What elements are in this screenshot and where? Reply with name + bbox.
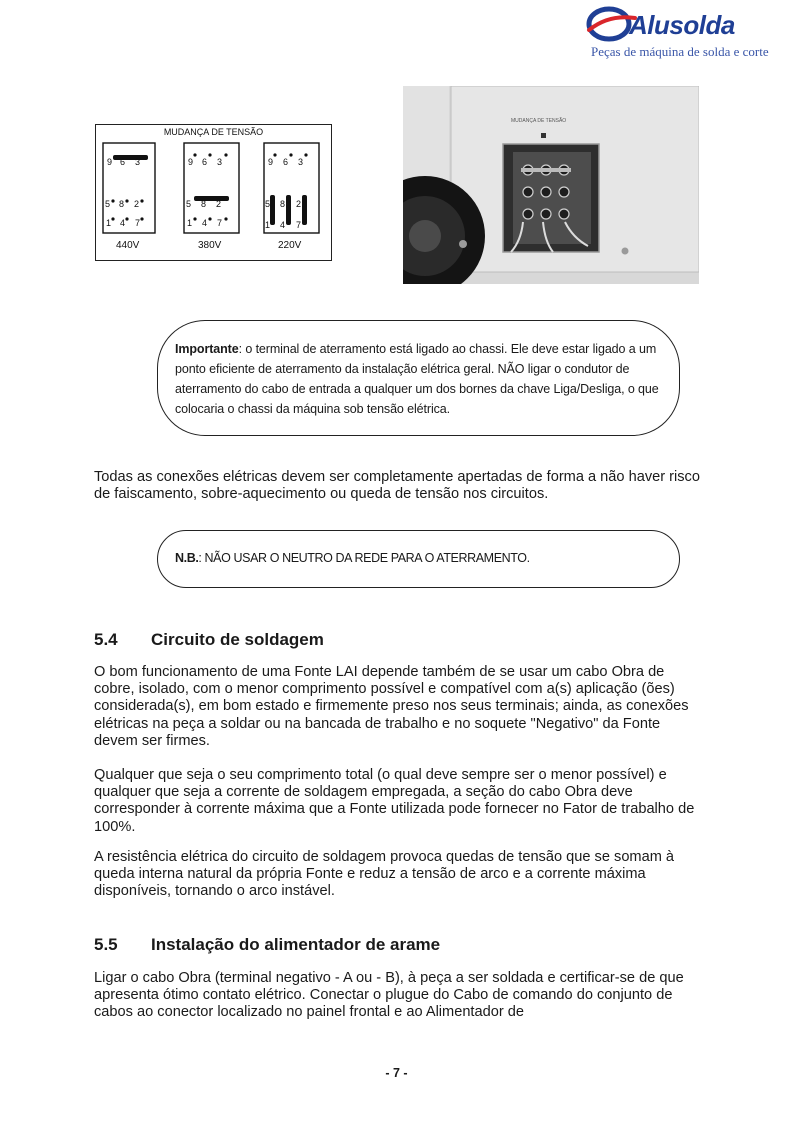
terminal-label: 5 xyxy=(186,199,192,209)
terminal-label: 8 xyxy=(280,199,286,209)
important-label: Importante xyxy=(175,342,239,356)
section-5-4-paragraph-3: A resistência elétrica do circuito de soldagem provoca quedas de tensão que se somam à queda interna natural da própria Fonte e reduz a tensão de arco e a corrente máxima disponíveis, tornando o arco instável. xyxy=(94,849,675,900)
terminal-label: 4 xyxy=(202,218,208,228)
terminal-label: 9 xyxy=(268,157,274,167)
voltage-label-380v: 380V xyxy=(198,240,222,251)
terminal-label: 4 xyxy=(280,220,286,230)
jumper-bar xyxy=(113,155,148,160)
terminal-label: 5 xyxy=(105,199,111,209)
section-heading-5-4 xyxy=(94,630,324,650)
jumper-bar-vertical xyxy=(270,195,275,225)
voltage-label-440v: 440V xyxy=(116,240,140,251)
terminal-label: 2 xyxy=(134,199,140,209)
nb-label: N.B. xyxy=(175,551,199,565)
terminal-label: 1 xyxy=(265,220,271,230)
machine-photo-illustration xyxy=(403,86,699,284)
logo-name: Alusolda xyxy=(629,10,735,40)
terminal-label: 8 xyxy=(119,199,125,209)
section-5-5-paragraph-1: Ligar o cabo Obra (terminal negativo - A ou - B), à peça a ser soldada e certificar-se de que apresenta ótimo contato elétrico. Conectar o plugue do Cabo de comando do conjunto de cabos ao conector localizado no painel frontal e ao Alimentador de xyxy=(94,970,684,1021)
section-title: Circuito de soldagem xyxy=(151,630,324,649)
section-title: Instalação do alimentador de arame xyxy=(151,935,441,954)
terminal-label: 7 xyxy=(135,218,141,228)
terminal-label: 2 xyxy=(296,199,302,209)
terminal-label: 6 xyxy=(120,157,126,167)
jumper-bar xyxy=(194,196,229,201)
important-text-block xyxy=(175,339,662,419)
alusolda-logo xyxy=(585,4,769,64)
voltage-panel-photo xyxy=(403,86,699,284)
photo-caption: MUDANÇA DE TENSÃO xyxy=(511,118,567,124)
section-number: 5.4 xyxy=(94,630,118,649)
terminal-label: 7 xyxy=(296,220,302,230)
terminal-label: 5 xyxy=(265,199,271,209)
panel-440v xyxy=(105,155,148,228)
connections-paragraph: Todas as conexões elétricas devem ser completamente apertadas de forma a não haver risco de faiscamento, sobre-aquecimento ou queda de tensão nos circuitos. xyxy=(94,469,700,503)
panel-220v xyxy=(265,153,308,230)
page-number: - 7 - xyxy=(385,1066,408,1080)
terminal-label: 4 xyxy=(120,218,126,228)
nb-text-block xyxy=(175,551,530,565)
terminal-label: 8 xyxy=(201,199,207,209)
section-heading-5-5 xyxy=(94,935,440,955)
terminal-label: 7 xyxy=(217,218,223,228)
terminal-label: 3 xyxy=(217,157,223,167)
terminal-label: 6 xyxy=(202,157,208,167)
terminal-label: 1 xyxy=(187,218,193,228)
important-text: : o terminal de aterramento está ligado ao chassi. Ele deve estar ligado a um ponto eficiente de aterramento da instalação elétrica geral. NÃO ligar o condutor de aterramento do cabo de entrada a qualquer um dos bornes da chave Liga/Desliga, o que colocaria o chassi da máquina sob tensão elétrica. xyxy=(175,342,659,416)
voltage-label-220v: 220V xyxy=(278,240,302,251)
terminal-label: 1 xyxy=(106,218,112,228)
voltage-change-diagram xyxy=(95,124,332,261)
terminal-label: 9 xyxy=(188,157,194,167)
section-number: 5.5 xyxy=(94,935,118,954)
panel-380v xyxy=(186,153,229,228)
nb-text: : NÃO USAR O NEUTRO DA REDE PARA O ATERRAMENTO. xyxy=(198,551,530,565)
logo-tagline: Peças de máquina de solda e corte xyxy=(591,44,769,59)
jumper-bar-vertical xyxy=(286,195,291,225)
nb-callout xyxy=(157,530,680,588)
terminal-label: 3 xyxy=(135,157,141,167)
jumper-bar-vertical xyxy=(302,195,307,225)
terminal-diagram-svg xyxy=(96,125,331,260)
diagram-title: MUDANÇA DE TENSÃO xyxy=(163,127,264,137)
terminal-label: 2 xyxy=(216,199,222,209)
section-5-4-paragraph-2: Qualquer que seja o seu comprimento total (o qual deve sempre ser o menor possível) e qualquer que seja a corrente de soldagem empregada, a seção do cabo Obra deve corresponder à corrente máxima que a Fonte utilizada pode fornecer no Fator de trabalho de 100%. xyxy=(94,767,695,835)
terminal-label: 6 xyxy=(283,157,289,167)
terminal-label: 3 xyxy=(298,157,304,167)
terminal-label: 9 xyxy=(107,157,113,167)
important-callout xyxy=(157,320,680,436)
section-5-4-paragraph-1: O bom funcionamento de uma Fonte LAI depende também de se usar um cabo Obra de cobre, isolado, com o menor comprimento possível e compatível com a(s) aplicação (ões) considerada(s), em bom estado e firmemente preso nos seus terminais; ainda, as conexões elétricas na peça a soldar ou na bancada de trabalho e no soquete "Negativo" da Fonte devem ser firmes. xyxy=(94,664,689,749)
